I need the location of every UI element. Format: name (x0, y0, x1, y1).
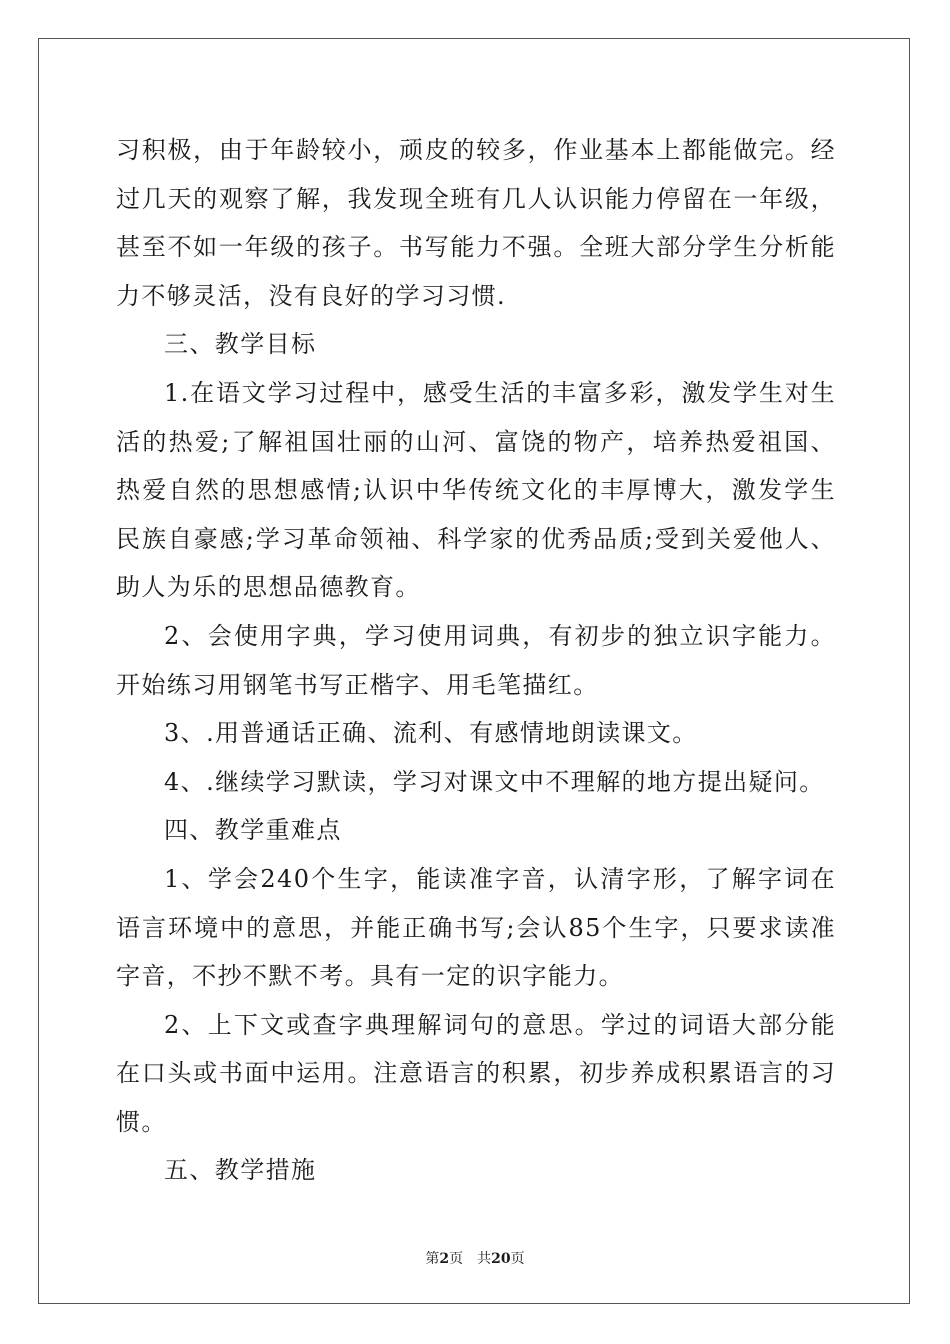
page-footer (0, 1248, 950, 1268)
paragraph-1: 习积极，由于年龄较小，顽皮的较多，作业基本上都能做完。经过几天的观察了解，我发现全班有几人认识能力停留在一年级，甚至不如一年级的孩子。书写能力不强。全班大部分学生分析能力不够灵活，没有良好的学习习惯. (116, 136, 836, 310)
goal-item-2: 2、会使用字典，学习使用词典，有初步的独立识字能力。开始练习用钢笔书写正楷字、用毛笔描红。 (116, 621, 836, 699)
goal-item-1: 1.在语文学习过程中，感受生活的丰富多彩，激发学生对生活的热爱;了解祖国壮丽的山河、富饶的物产，培养热爱祖国、热爱自然的思想感情;认识中华传统文化的丰厚博大，激发学生民族自豪感;学习革命领袖、科学家的优秀品质;受到关爱他人、助人为乐的思想品德教育。 (116, 378, 836, 602)
key-point-1: 1、学会240个生字，能读准字音，认清字形，了解字词在语言环境中的意思，并能正确书写;会认85个生字，只要求读准字音，不抄不默不考。具有一定的识字能力。 (116, 864, 836, 991)
footer-total-prefix: 共 (477, 1251, 492, 1267)
total-page-count: 20 (491, 1251, 511, 1267)
key-point-2: 2、上下文或查字典理解词句的意思。学过的词语大部分能在口头或书面中运用。注意语言的积累，初步养成积累语言的习惯。 (116, 1010, 836, 1136)
heading-teaching-goals: 三、教学目标 (164, 330, 317, 359)
current-page-number: 2 (439, 1251, 450, 1267)
footer-page-suffix: 页 (449, 1251, 464, 1267)
heading-key-points: 四、教学重难点 (164, 816, 342, 845)
footer-total-suffix: 页 (510, 1251, 525, 1267)
footer-prefix: 第 (425, 1251, 440, 1267)
goal-item-4: 4、.继续学习默读，学习对课文中不理解的地方提出疑问。 (164, 767, 825, 796)
goal-item-3: 3、.用普通话正确、流利、有感情地朗读课文。 (164, 719, 698, 748)
heading-teaching-measures: 五、教学措施 (164, 1156, 317, 1185)
document-body (116, 126, 836, 1195)
